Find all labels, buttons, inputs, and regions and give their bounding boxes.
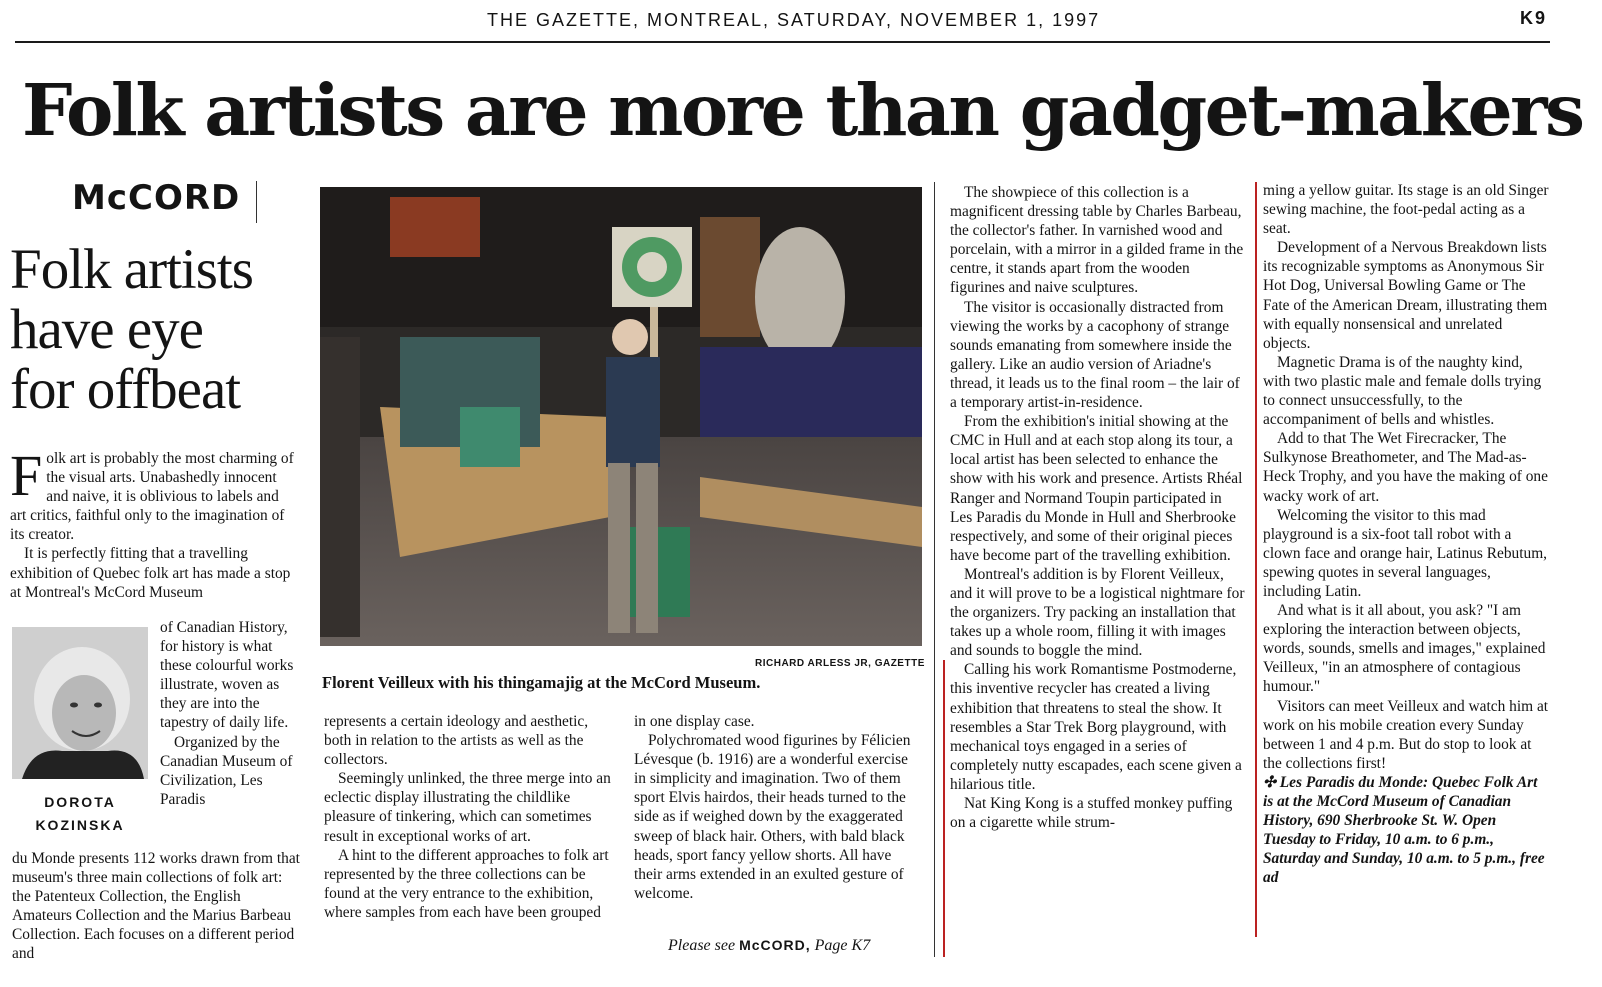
column-divider-red [943, 660, 945, 957]
photo-credit: RICHARD ARLESS JR, GAZETTE [755, 658, 925, 669]
paragraph: Organized by the Canadian Museum of Civilization, Les Paradis [160, 733, 293, 808]
paragraph: Calling his work Romantisme Postmoderne, this inventive recycler has created a living exhibition that threatens to steal the show. It resembles a Star Trek Borg playground, with mechanical toys engaged in a series of completely nutty escapades, each scene given a hilarious title. [950, 661, 1242, 793]
paragraph: Visitors can meet Veilleux and watch him at work on his mobile creation every Sunday between 1 and 4 p.m. But do stop to look at the collections first! [1263, 697, 1549, 772]
paragraph: du Monde presents 112 works drawn from that museum's three main collections of folk art: the Patenteux Collection, the English Amateurs Collection and the Marius Barbeau Collection. Each focuses on a different period and [12, 850, 300, 963]
paragraph: in one display case. [634, 713, 755, 730]
paragraph: The showpiece of this collection is a magnificent dressing table by Charles Barbeau, the collector's father. In varnished wood and porcelain, with a mirror in a gilded frame in the centre, it stands apart from the wooden figurines and naive sculptures. [950, 184, 1244, 297]
subhead-line-3: for offbeat [10, 358, 241, 421]
see-page-name: McCORD, [739, 937, 811, 953]
column-5 [1263, 181, 1549, 887]
subhead-line-2: have eye [10, 298, 203, 361]
see-page-prefix: Please see [668, 937, 736, 954]
paragraph: Development of a Nervous Breakdown lists its recognizable symptoms as Anonymous Sir Hot Dog, Universal Bowling Game or The Fate of the American Dream, illustrating them with equally nonsensical and unrelated objects. [1263, 239, 1548, 352]
paragraph: ming a yellow guitar. Its stage is an old Singer sewing machine, the foot-pedal acting as a seat. [1263, 182, 1549, 238]
dateline: THE GAZETTE, MONTREAL, SATURDAY, NOVEMBER 1, 1997 [487, 10, 1101, 30]
kicker: McCORD [72, 178, 241, 218]
paragraph: Magnetic Drama is of the naughty kind, with two plastic male and female dolls trying to connect unsuccessfully, to the accompaniment of bells and whistles. [1263, 353, 1542, 429]
column-2 [324, 712, 614, 922]
paragraph: And what is it all about, you ask? "I am exploring the interaction between objects, words, sounds, smells and images," explained Veilleux, "in an atmosphere of contagious humour." [1263, 602, 1546, 696]
paragraph: Montreal's addition is by Florent Veilleux, and it will prove to be a logistical nightmare for the organizers. Try packing an installation that takes up a whole room, filling it with images and sounds to boggle the mind. [950, 565, 1245, 660]
subhead-line-1: Folk artists [10, 238, 253, 301]
photo-caption: Florent Veilleux with his thingamajig at the McCord Museum. [322, 673, 761, 692]
paragraph: Polychromated wood figurines by Félicien Lévesque (b. 1916) are a wonderful exercise in simplicity and imagination. Two of them sport Elvis hairdos, their heads turned to the side as if weighed down by the exaggerated sweep of black hair. Others, with bald black heads, sport fancy yellow shorts. All have their arms extended in an exulted gesture of welcome. [634, 732, 911, 902]
see-page-jump[interactable] [668, 937, 870, 955]
column-divider-red [1255, 182, 1257, 937]
byline [12, 791, 148, 837]
byline-last: KOZINSKA [35, 817, 125, 833]
paragraph: From the exhibition's initial showing at the CMC in Hull and at each stop along its tour, a local artist has been selected to enhance the show with his work and presence. Artists Rhéal Ranger and Normand Toupin participated in Les Paradis du Monde in Hull and Sherbrooke respectively, and some of their original pieces have become part of the travelling exhibition. [950, 413, 1243, 564]
page-number: K9 [1520, 8, 1548, 28]
kicker-rule [256, 181, 257, 223]
column-3 [634, 712, 920, 903]
masthead-rule [15, 41, 1550, 43]
exhibition-info: ✣ Les Paradis du Monde: Quebec Folk Art is at the McCord Museum of Canadian History, 690 Sherbrooke St. W. Open Tuesday to Friday, 10 a.m. to 6 p.m., Saturday and Sunday, 10 a.m. to 5 p.m., free ad [1263, 773, 1545, 887]
paragraph: Add to that The Wet Firecracker, The Sulkynose Breathometer, and The Mad-as-Heck Trophy, and you have the making of one wacky work of art. [1263, 430, 1548, 505]
page-headline: Folk artists are more than gadget-makers [22, 68, 1583, 152]
paragraph: of Canadian History, for history is what these colourful works illustrate, woven as they are into the tapestry of daily life. [160, 619, 294, 732]
main-photo [320, 187, 922, 646]
paragraph: Nat King Kong is a stuffed monkey puffing on a cigarette while strum- [950, 795, 1233, 832]
paragraph: represents a certain ideology and aesthetic, both in relation to the artists as well as the collectors. [324, 713, 589, 769]
column-divider [934, 182, 935, 957]
column-1-bottom [12, 849, 300, 964]
dropcap: F [10, 443, 43, 508]
paragraph: It is perfectly fitting that a travelling exhibition of Quebec folk art has made a stop at Montreal's McCord Museum [10, 545, 291, 601]
paragraph: olk art is probably the most charming of the visual arts. Unabashedly innocent and naive, it is oblivious to labels and art critics, faithful only to the imagination of its creator. [10, 450, 294, 544]
see-page-number: Page K7 [814, 937, 871, 954]
paragraph: The visitor is occasionally distracted from viewing the works by a cacophony of strange sounds emanating from somewhere inside the gallery. Like an audio version of Ariadne's thread, it leads us to the final room – the lair of a temporary artist-in-residence. [950, 298, 1240, 412]
paragraph: A hint to the different approaches to folk art represented by the three collections can be found at the very entrance to the exhibition, where samples from each have been grouped [324, 846, 609, 921]
paragraph: Seemingly unlinked, the three merge into an eclectic display illustrating the childlike pleasure of tinkering, which can sometimes result in exceptional works of art. [324, 770, 611, 845]
subhead [10, 240, 310, 420]
column-1-top [10, 443, 298, 602]
author-photo [12, 627, 148, 779]
column-1-wrap [160, 618, 300, 809]
paragraph: Welcoming the visitor to this mad playground is a six-foot tall robot with a clown face and orange hair, Latinus Rebutum, spewing quotes in several languages, including Latin. [1263, 506, 1548, 600]
byline-first: DOROTA [44, 794, 116, 810]
column-4 [950, 183, 1246, 832]
